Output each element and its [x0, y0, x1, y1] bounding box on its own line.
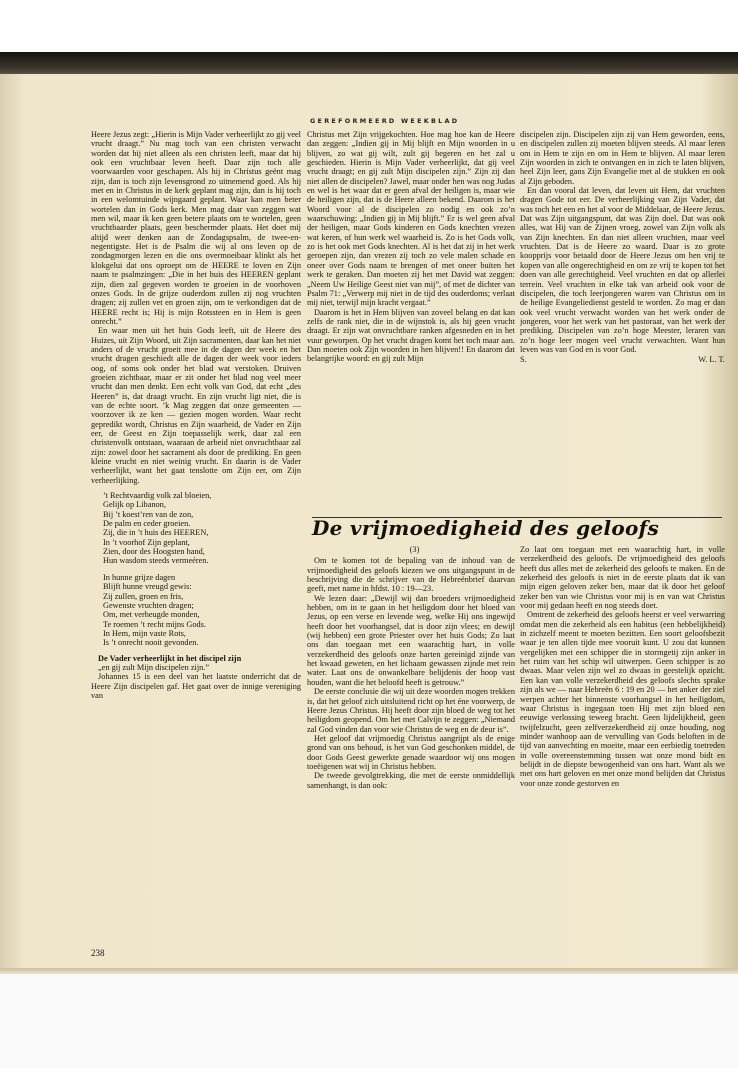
signature-initial: S. [520, 355, 527, 365]
paragraph: Heere Jezus zegt: „Hierin is Mijn Vader verheerlijkt zo gij veel vrucht draagt.” Nu mag toch van een christen verwacht worden dat hij niet alleen als een christen leeft, maar dat hij ook een vruchtbaar leven heeft. Daar zijn toch alle voorwaarden voor geschapen. Als hij in Christus geënt mag zijn, dan is toch zijn levensgrond zo uitnemend goed. Als hij met en in Christus in de kerk geplant mag zijn, dan is hij toch in een welomtuinde wijngaard geplant. Waar kan men beter wortelen dan in Gods kerk. Men mag daar van zeggen wat men wil, maar ik ken geen betere plaats om te wortelen, geen vruchtbaarder plaats, geen beschermder plaats. Het doet mij altijd weer denken aan de Zondagspsalm, de twee-en-negentigste. Het is de Psalm die wij al ons leven op de zondagmorgen lezen en die ons overmoeibaar klinkt als het klokgelui dat ons oproept om de HEERE te loven en Zijn naam te psalmzingen: „Die in het huis des HEEREN geplant zijn, dien zal gegeven worden te groeien in de voorhoven onzes Gods. In de grijze ouderdom zullen zij nog vruchten dragen; zij zullen vet en groen zijn, om te verkondigen dat de HEERE recht is; Hij is mijn Rotssteen en in Hem is geen onrecht.” [91, 130, 301, 326]
verse-line: Is ’t onrecht nooit gevonden. [103, 638, 199, 648]
paragraph: Zo laat ons toegaan met een waarachtig hart, in volle verzekerdheid des geloofs. De vrijmoedigheid des geloofs heeft dus alles met de zekerheid des geloofs te maken. En de zekerheid des geloofs is niet in de eerste plaats dat ik van mijn eigen geloven zeker ben, maar dat ik door het geloof zeker ben van wie Christus voor mij is en van wat Christus voor mij gedaan heeft en nog steeds doet. [520, 545, 725, 611]
verse-line: Blijft hunne vreugd gewis: [103, 582, 192, 592]
verse-line: Zij zullen, groen en fris, [103, 591, 184, 601]
left-column [91, 130, 301, 932]
paragraph: Omtrent de zekerheid des geloofs heerst er veel verwarring omdat men die zekerheid als een habitus (een hebbelijkheid) in zichzelf meent te moeten bezitten. Een soort geloofsbezit waar je ten allen tijde mee vooruit kunt. U zou dat kunnen vergelijken met een schipper die in stormgetij zijn anker in het ruim van het schip wil uitwerpen. Geen schipper is zo dwaas. Maar velen zijn wel zo dwaas in geestelijk opzicht. Een kan van volle verzekerdheid des geloofs slechts sprake zijn als we — naar Hebreën 6 : 19 en 20 — het anker der ziel werpen achter het binnenste voorhangsel in het heiligdom, waar Christus is ingegaan toen Hij met zijn bloed een eeuwige verlossing teweeg bracht. Geen lijdelijkheid, geen twijfelzucht, geen zelfverzekerdheid zij onze houding, nog minder wanhoop aan de vervulling van Gods beloften in de tijd van aanvechting en moeite, maar een eerbiedig toetreden in volle overeenstemming tussen wat onze mond bidt en belijdt in de diepste bewogenheid van ons hart. Want als we met ons hart geloven en met onze mond belijden dat Christus voor onze zonde gestorven en [520, 610, 725, 788]
section-subheading: De Vader verheerlijkt in het discipel zijn [98, 653, 242, 663]
paragraph: Christus met Zijn vrijgekochten. Hoe mag hoe kan de Heere dan zeggen: „Indien gij in Mij blijft en Mijn woorden in u blijven, zo wat gij wilt, zult gij begeren en het zal u geschieden. Hierin is Mijn Vader verheerlijkt, dat gij veel vrucht draagt; en gij zult Mijn discipelen zijn.” Zijn zij dan niet allen de discipelen? Jawel, maar onder hen was nog Judas en wel is het waar dat er geen afval der heiligen is, maar wie de heiligen zijn, dat is de Heere alleen bekend. Daarom is het Woord voor al de discipelen zo nodig en ook zo’n waarschuwing: „Indien gij in Mij blijft.” Er is wel geen afval der heiligen, maar Gods kinderen en Gods knechten vrezen wat keren, of hun werk wel waarheid is. Zo is het Gods volk, zo is het ook met Gods knechten. Al is het dat zij in het werk geroepen zijn, dan vrezen zij toch zo vele malen schade en oneer over Gods naam te brengen of met oneer buiten het werk te geraken. Dan moeten zij het met David wat zeggen: „Neem Uw Heilige Geest niet van mij”, of met de dichter van Psalm 71: „Verwerp mij niet in de tijd des ouderdoms; verlaat mij niet, terwijl mijn kracht vergaat.” [307, 130, 515, 308]
paragraph: Om te komen tot de bepaling van de inhoud van de vrijmoedigheid des geloofs kiezen we ons uitgangspunt in de beschrijving die de schrijver van de Hebreënbrief daarvan geeft, met name in hfdst. 10 : 19—23. [307, 556, 515, 594]
psalm-verse [103, 491, 301, 648]
verse-line: Hun wasdom steeds vermeéren. [103, 556, 209, 566]
author-initials: W. L. T. [698, 355, 725, 365]
verse-line: Zien, door des Hoogsten hand, [103, 547, 205, 557]
page-number: 238 [91, 948, 105, 958]
verse-line: Te roemen ’t recht mijns Gods. [103, 619, 206, 629]
middle-column-top [307, 130, 515, 515]
paragraph: Johannes 15 is een deel van het laatste onderricht dat de Heere Zijn discipelen gaf. Het gaat over de innige vereniging van [91, 672, 301, 700]
paragraph: En dan vooral dat leven, dat leven uit Hem, dat vruchten dragen Gode tot eer. De verheerlijking van Zijn Vader, dat was toch het een en het al voor de Middelaar, de Heere Jezus. Dat was Zijn uitgangspunt, dat was Zijn doel. Dat was ook alles, wat Hij van de Zijnen vroeg, zowel van Zijn volk als van Zijn knechten. En dan niet alleen vruchten, maar veel vruchten. Dat is de Heere zo waard. Daar is zo grote koopprijs voor betaald door de Heere Jezus om hen vrij te kopen van alle ongerechtigheid en om ze vrij te kopen tot het doen van alle gerechtigheid. Veel vruchten en dat op allerlei terrein. Veel vruchten in elke tak van arbeid ook voor de discipelen, die toch leerjongeren waren van Christus om in de heilige Evangeliedienst gesteld te worden. Zo mag er dan ook veel vrucht verwacht worden van het werk onder de jongeren, voor het werk van het pastoraat, van het werk der prediking. Discipelen van zo’n hoge Meester, leraren van zo’n hoge leer mogen veel vrucht verwachten. Want hun leven was van God en is voor God. [520, 186, 725, 354]
scan-background [0, 974, 738, 1068]
paragraph: We lezen daar: „Dewijl wij dan broeders vrijmoedigheid hebben, om in te gaan in het heiligdom door het bloed van Jezus, op een verse en levende weg, welke Hij ons ingewijd heeft door het voorhangsel, dat is door zijn vlees; en dewijl (wij hebben) een grote Priester over het huis Gods; Zo laat ons dan toegaan met een waarachtig hart, in volle verzekerdheid des geloofs onze harten gereinigd zijnde van het kwaad geweten, en het lichaam gewassen zijnde met rein water. Laat ons de onwankelbare belijdenis der hoop vast houden, want die het beloofd heeft is getrouw.” [307, 593, 515, 687]
paragraph: En waar men uit het huis Gods leeft, uit de Heere des Huizes, uit Zijn Woord, uit Zijn sacramenten, daar kan het niet anders of de vrucht groeit mee in de dagen der week en het vrucht dragen geschiedt alle de dagen der week voor ieders oog, of soms ook onder het blad wat verstoken. Druiven groeien zichtbaar, maar er zit onder het blad nog veel meer vrucht dan men denkt. Een echt volk van God, dat echt „des Heeren” is, dat draagt vrucht. En zijn vrucht ligt niet, die is van de echte soort. ’k Mag zeggen dat onze gemeenten — voorzover ik ze ken — gezien mogen worden. Waar recht gepredikt wordt, Christus en Zijn waarheid, de Vader en Zijn eer, de Geest en Zijn toepasselijk werk, daar zal een christenvolk ontstaan, waaraan de arbeid niet onvruchtbaar zal zijn: zowel door het sacrament als door de prediking. En geen kleine vrucht en niet weinig vrucht. En daarin is de Vader verheerlijkt, want het gaat tenslotte om Zijn eer, om Zijn verheerlijking. [91, 326, 301, 485]
verse-line: In Hem, mijn vaste Rots, [103, 628, 186, 638]
paragraph: discipelen zijn. Discipelen zijn zij van Hem geworden, eens, en discipelen zullen zij moeten blijven steeds. Al maar leren om in Hem te zijn en om in Hem te blijven. Al maar leren Zijn woorden in zich te ontvangen en in zich te laten blijven, heel Zijn leer, gans Zijn Evangelie met al de stukken en ook al Zijn geboden. [520, 130, 725, 186]
right-column-top [520, 130, 725, 515]
paragraph: De eerste conclusie die wij uit deze woorden mogen trekken is, dat het geloof zich uitsluitend richt op het éne voorwerp, de Heere Jezus Christus. Hij heeft door zijn bloed de weg tot het heiligdom geopend. Om het met Calvijn te zeggen: „Niemand zal God vinden dan voor wie Christus de weg en de deur is”. [307, 687, 515, 734]
article-title: De vrijmoedigheid des geloofs [312, 516, 660, 540]
verse-line: Zij, die in ’t huis des HEEREN, [103, 528, 209, 538]
quote: „en gij zult Mijn discipelen zijn.” [98, 662, 210, 672]
article-right-column [520, 545, 725, 935]
verse-line: Gewenste vruchten dragen; [103, 600, 194, 610]
paragraph: Daarom is het in Hem blijven van zoveel belang en dat kan zelfs de rank niet, die in de wijnstok is, als hij geen vrucht draagt. Er zijn wat onvruchtbare ranken afgesneden en in het vuur geworpen. Op het vrucht dragen komt het toch maar aan. Dan moeten ook Zijn woorden in hen blijven!! En daarom dat belangrijke woord: en gij zult Mijn [307, 307, 515, 364]
paragraph: De tweede gevolgtrekking, die met de eerste onmiddellijk samenhangt, is dan ook: [307, 771, 515, 790]
verse-line: Bij ’t koest’ren van de zon, [103, 509, 194, 519]
verse-line: Om, met verheugde monden, [103, 610, 200, 620]
verse-line: De palm en ceder groeien. [103, 519, 191, 529]
verse-line: Gelijk op Libanon, [103, 500, 166, 510]
verse-line: ’t Rechtvaardig volk zal bloeien, [103, 491, 212, 501]
article-number: (3) [409, 545, 420, 554]
verse-line: In ’t voorhof Zijn geplant, [103, 537, 190, 547]
signature-line [520, 355, 725, 364]
running-head: GEREFORMEERD WEEKBLAD [310, 117, 460, 125]
verse-line: In hunne grijze dagen [103, 572, 176, 582]
paragraph: Het geloof dat vrijmoedig Christus aangrijpt als de enige grond van ons behoud, is het van God geschonken middel, de door Gods Geest gewerkte genade waardoor wij ons mogen toeëigenen wat wij in Christus hebben. [307, 733, 515, 771]
stanza-gap [103, 566, 301, 573]
article-middle-column [307, 545, 515, 935]
